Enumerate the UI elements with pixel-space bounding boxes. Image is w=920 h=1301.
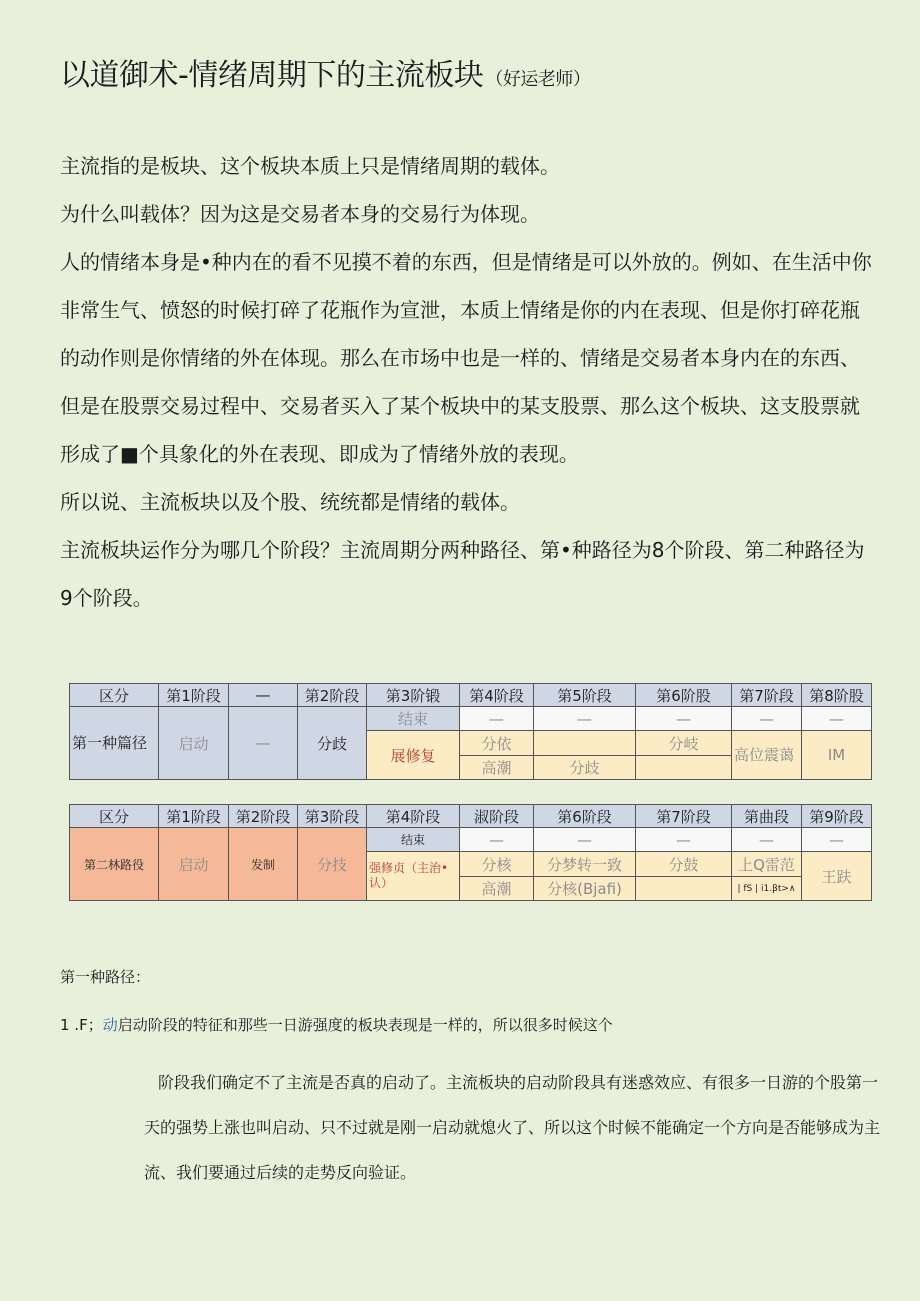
stage-table-path-1 xyxy=(69,683,872,780)
table-cell: 分核 xyxy=(460,852,534,877)
header-cell: 区分 xyxy=(70,805,159,828)
header-cell: 第曲段 xyxy=(732,805,802,828)
table-cell: 分鼓 xyxy=(636,852,732,877)
table-cell: 分核(Bjafi) xyxy=(534,877,636,901)
table-cell: 结束 xyxy=(367,828,460,852)
table-cell: 高潮 xyxy=(460,877,534,901)
header-cell: 第7阶段 xyxy=(732,684,802,707)
table-row xyxy=(70,707,872,731)
header-cell: 第2阶段 xyxy=(229,805,298,828)
table-cell: 高潮 xyxy=(460,756,534,780)
paragraph: 阶段我们确定不了主流是否真的启动了。主流板块的启动阶段具有迷惑效应、有很多一日游的个股第一天的强势上涨也叫启动、只不过就是刚一启动就熄火了、所以这个时候不能确定一个方向是否能够成为主流、我们要通过后续的走势反向验证。 xyxy=(144,1073,881,1182)
header-cell: 第4阶段 xyxy=(460,684,534,707)
header-cell: 第1阶段 xyxy=(159,805,229,828)
paragraph: 主流指的是板块、这个板块本质上只是情绪周期的载体。 xyxy=(60,154,560,178)
table-cell: — xyxy=(534,828,636,852)
table-cell: 展修复 xyxy=(367,731,460,780)
table-cell: — xyxy=(802,828,872,852)
table-cell xyxy=(534,731,636,756)
table-cell: — xyxy=(534,707,636,731)
table-cell: | fS | i1.βt>∧ xyxy=(732,877,802,901)
section-heading: 第一种路径： xyxy=(60,968,151,986)
header-cell: 第5阶段 xyxy=(534,684,636,707)
row-label: 第二林路役 xyxy=(70,828,159,901)
table-cell: 王趺 xyxy=(802,852,872,901)
table-cell: — xyxy=(636,707,732,731)
intro-text xyxy=(60,142,875,622)
header-cell: 第6阶段 xyxy=(534,805,636,828)
table-cell: — xyxy=(636,828,732,852)
list-item xyxy=(60,1014,613,1035)
table-cell: — xyxy=(460,828,534,852)
item-text: 启动阶段的特征和那些一日游强度的板块表现是一样的，所以很多时候这个 xyxy=(117,1016,613,1034)
header-cell: — xyxy=(229,684,298,707)
header-cell: 区分 xyxy=(70,684,159,707)
table-cell: 分依 xyxy=(460,731,534,756)
header-cell: 淑阶段 xyxy=(460,805,534,828)
table-cell: 启动 xyxy=(159,828,229,901)
page-title xyxy=(60,50,590,94)
header-cell: 第8阶股 xyxy=(802,684,872,707)
stage-table-path-2 xyxy=(69,804,872,901)
item-number: 1 .F； xyxy=(60,1016,103,1034)
table-cell: IM xyxy=(802,731,872,780)
table-cell: 结束 xyxy=(367,707,460,731)
section-body xyxy=(144,1060,889,1195)
header-cell: 第9阶段 xyxy=(802,805,872,828)
paragraph: 为什么叫载体？因为这是交易者本身的交易行为体现。 xyxy=(60,202,540,226)
header-cell: 第3阶段 xyxy=(298,805,367,828)
table-cell: — xyxy=(460,707,534,731)
header-cell: 第1阶段 xyxy=(159,684,229,707)
table-cell xyxy=(636,756,732,780)
table-cell: 分梦转一致 xyxy=(534,852,636,877)
table-row xyxy=(70,828,872,852)
table-cell: 启动 xyxy=(159,707,229,780)
header-cell: 第7阶段 xyxy=(636,805,732,828)
table-header-row xyxy=(70,805,872,828)
table-cell: 强修贞（主治•认） xyxy=(367,852,460,901)
header-cell: 第2阶段 xyxy=(298,684,367,707)
table-cell: 高位震蔼 xyxy=(732,731,802,780)
table-cell: — xyxy=(732,828,802,852)
table-cell: 分岐 xyxy=(636,731,732,756)
paragraph: 主流板块运作分为哪几个阶段？主流周期分两种路径、第•种路径为8个阶段、第二种路径为9个阶段。 xyxy=(60,538,865,610)
table-header-row xyxy=(70,684,872,707)
table-cell: — xyxy=(229,707,298,780)
title-main: 以道御术-情绪周期下的主流板块 xyxy=(60,58,484,93)
paragraph: 所以说、主流板块以及个股、统统都是情绪的载体。 xyxy=(60,490,520,514)
table-cell: 分歧 xyxy=(534,756,636,780)
header-cell: 第3阶锻 xyxy=(367,684,460,707)
table-cell xyxy=(636,877,732,901)
item-highlight: 动 xyxy=(102,1016,118,1034)
table-cell: 上Q雷范 xyxy=(732,852,802,877)
table-cell: — xyxy=(802,707,872,731)
title-sub: （好运老师） xyxy=(485,69,591,90)
row-label: 第一种篇径 xyxy=(70,707,159,780)
paragraph: 人的情绪本身是•种内在的看不见摸不着的东西，但是情绪是可以外放的。例如、在生活中你非常生气、愤怒的时候打碎了花瓶作为宣泄，本质上情绪是你的内在表现、但是你打碎花瓶的动作则是你情绪的外在体现。那么在市场中也是一样的、情绪是交易者本身内在的东西、但是在股票交易过程中、交易者买入了某个板块中的某支股票、那么这个板块、这支股票就形成了■个具象化的外在表现、即成为了情绪外放的表现。 xyxy=(60,250,872,466)
table-cell: 发制 xyxy=(229,828,298,901)
table-cell: 分技 xyxy=(298,828,367,901)
table-cell: — xyxy=(732,707,802,731)
header-cell: 第6阶股 xyxy=(636,684,732,707)
table-cell: 分歧 xyxy=(298,707,367,780)
header-cell: 第4阶段 xyxy=(367,805,460,828)
